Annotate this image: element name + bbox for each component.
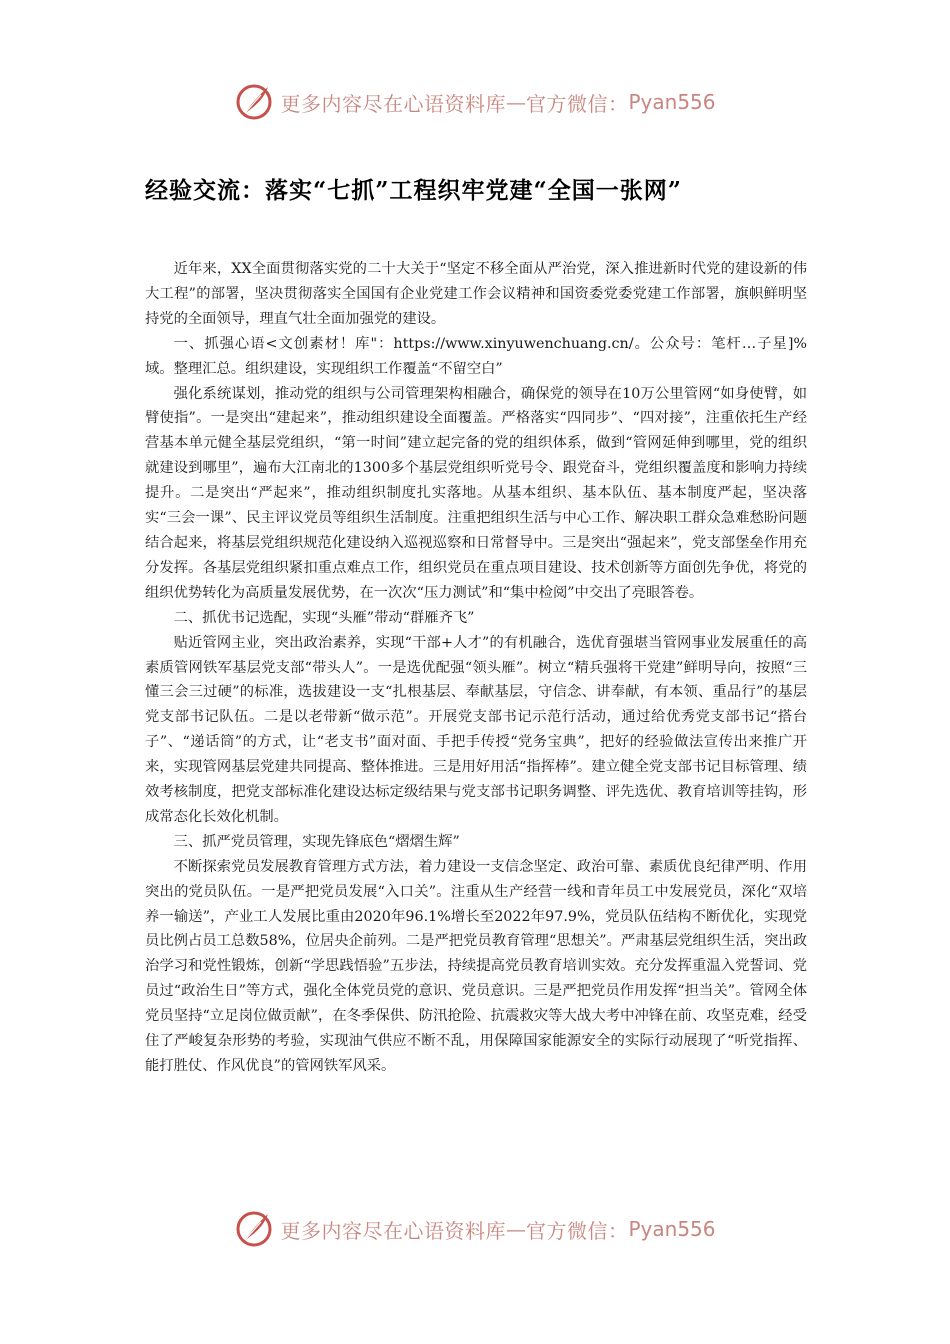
paragraph-intro: 近年来，XX全面贯彻落实党的二十大关于“坚定不移全面从严治党，深入推进新时代党的建设新的伟大工程”的部署，坚决贯彻落实全国国有企业党建工作会议精神和国资委党委党建工作部署，旗帜鲜明坚持党的全面领导，理直气壮全面加强党的建设。: [145, 261, 807, 327]
banner-separator: —: [505, 1217, 526, 1241]
quill-logo-icon: [234, 1209, 274, 1249]
banner-official-label: 官方微信：: [525, 91, 629, 116]
banner-separator: —: [505, 90, 526, 114]
banner-wechat-id: Pyan556: [628, 90, 716, 114]
footer-banner[interactable]: [0, 1207, 950, 1251]
header-banner[interactable]: [0, 80, 950, 124]
section-heading-1: 一、抓强心语<文创素材！库"：https://www.xinyuwenchuang.cn/。公众号：笔杆…子星]%域。整理汇总。组织建设，实现组织工作覆盖“不留空白”: [145, 335, 807, 377]
document-title: 经验交流：落实“七抓”工程织牢党建“全国一张网”: [145, 177, 682, 204]
quill-logo-icon: [234, 82, 274, 122]
paragraph-section-3: 不断探索党员发展教育管理方式方法，着力建设一支信念坚定、政治可靠、素质优良纪律严明、作用突出的党员队伍。一是严把党员发展“入口关”。注重从生产经营一线和青年员工中发展党员，深化“双培养一输送”，产业工人发展比重由2020年96.1%增长至2022年97.9%，党员队伍结构不断优化，实现党员比例占员工总数58%，位居央企前列。二是严把党员教育管理“思想关”。严肃基层党组织生活，突出政治学习和党性锻炼，创新“学思践悟验”五步法，持续提高党员教育培训实效。充分发挥重温入党誓词、党员过“政治生日”等方式，强化全体党员党的意识、党员意识。三是严把党员作用发挥“担当关”。管网全体党员坚持“立足岗位做贡献”，在冬季保供、防汛抢险、抗震救灾等大战大考中冲锋在前、攻坚克难，经受住了严峻复杂形势的考验，实现油气供应不断不乱，用保障国家能源安全的实际行动展现了“听党指挥、能打胜仗、作风优良”的管网铁军风采。: [145, 858, 807, 1074]
paragraph-section-2: 贴近管网主业，突出政治素养，实现“干部+人才”的有机融合，选优育强堪当管网事业发展重任的高素质管网铁军基层党支部“带头人”。一是选优配强“领头雁”。树立“精兵强将干党建”鲜明导向，按照“三懂三会三过硬”的标准，选拔建设一支“扎根基层、奉献基层，守信念、讲奉献，有本领、重品行”的基层党支部书记队伍。二是以老带新“做示范”。开展党支部书记示范行活动，通过给优秀党支部书记“搭台子”、“递话筒”的方式，让“老支书”面对面、手把手传授“党务宝典”，把好的经验做法宣传出来推广开来，实现管网基层党建共同提高、整体推进。三是用好用活“指挥棒”。建立健全党支部书记目标管理、绩效考核制度，把党支部标准化建设达标定级结果与党支部书记职务调整、评先选优、教育培训等挂钩，形成常态化长效化机制。: [145, 634, 807, 825]
banner-text: 更多内容尽在心语资料库: [280, 91, 506, 116]
banner-official-label: 官方微信：: [525, 1218, 629, 1243]
section-heading-2: 二、抓优书记选配，实现“头雁”带动“群雁齐飞”: [173, 609, 475, 626]
banner-wechat-id: Pyan556: [628, 1217, 716, 1241]
document-body: [145, 257, 807, 1079]
section-heading-3: 三、抓严党员管理，实现先锋底色“熠熠生辉”: [173, 833, 460, 850]
paragraph-section-1: 强化系统谋划，推动党的组织与公司管理架构相融合，确保党的领导在10万公里管网“如身使臂，如臂使指”。一是突出“建起来”，推动组织建设全面覆盖。严格落实“四同步”、“四对接”，注重依托生产经营基本单元健全基层党组织，“第一时间”建立起完备的党的组织体系，做到“管网延伸到哪里，党的组织就建设到哪里”，遍布大江南北的1300多个基层党组织听党号令、跟党奋斗，党组织覆盖度和影响力持续提升。二是突出“严起来”，推动组织制度扎实落地。从基本组织、基本队伍、基本制度严起，坚决落实“三会一课”、民主评议党员等组织生活制度。注重把组织生活与中心工作、解决职工群众急难愁盼问题结合起来，将基层党组织规范化建设纳入巡视巡察和日常督导中。三是突出“强起来”，党支部堡垒作用充分发挥。各基层党组织紧扣重点难点工作，组织党员在重点项目建设、技术创新等方面创先争优，将党的组织优势转化为高质量发展优势，在一次次“压力测试”和“集中检阅”中交出了亮眼答卷。: [145, 385, 807, 601]
banner-text: 更多内容尽在心语资料库: [280, 1218, 506, 1243]
